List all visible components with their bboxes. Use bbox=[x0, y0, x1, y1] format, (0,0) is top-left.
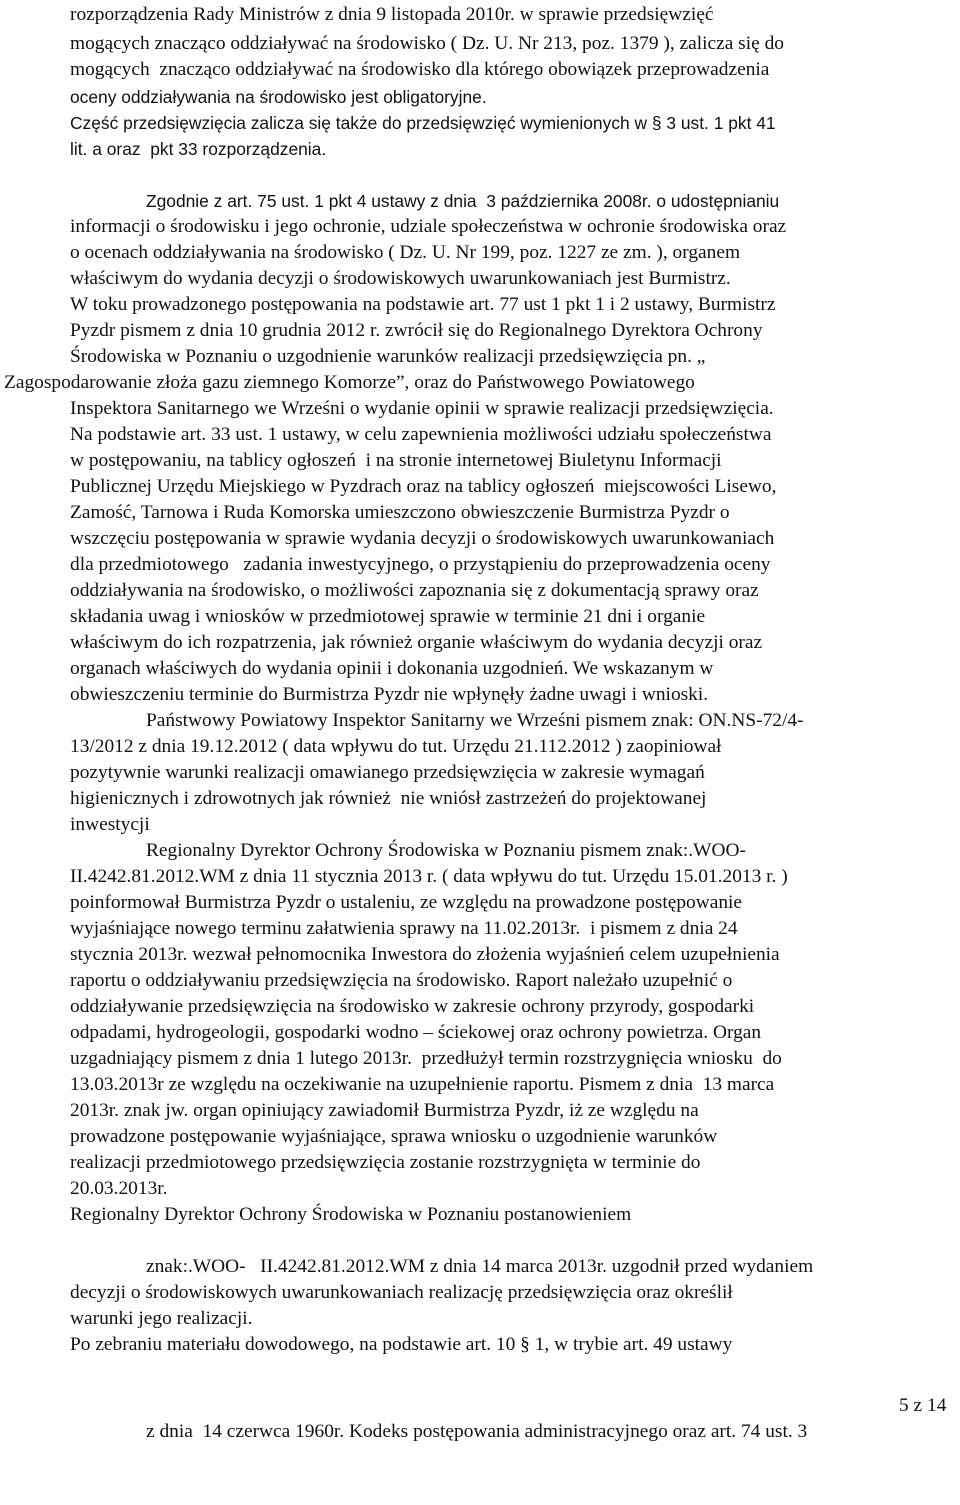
text-line: z dnia 14 czerwca 1960r. Kodeks postępowania administracyjnego oraz art. 74 ust. 3 bbox=[146, 1421, 808, 1442]
page-number: 5 z 14 bbox=[899, 1395, 947, 1416]
text-line: informacji o środowisku i jego ochronie, udziale społeczeństwa w ochronie środowiska oraz bbox=[70, 216, 787, 237]
text-line: stycznia 2013r. wezwał pełnomocnika Inwestora do złożenia wyjaśnień celem uzupełnienia bbox=[70, 944, 780, 965]
text-line: wszczęciu postępowania w sprawie wydania decyzji o środowiskowych uwarunkowaniach bbox=[70, 528, 775, 549]
text-line: oceny oddziaływania na środowisko jest obligatoryjne. bbox=[70, 87, 487, 107]
text-line: Zamość, Tarnowa i Ruda Komorska umieszczono obwieszczenie Burmistrza Pyzdr o bbox=[70, 502, 730, 523]
text-line: Pyzdr pismem z dnia 10 grudnia 2012 r. zwrócił się do Regionalnego Dyrektora Ochrony bbox=[70, 320, 763, 341]
text-line: Inspektora Sanitarnego we Wrześni o wydanie opinii w sprawie realizacji przedsięwzięcia. bbox=[70, 398, 774, 419]
text-line: raportu o oddziaływaniu przedsięwzięcia na środowisko. Raport należało uzupełnić o bbox=[70, 970, 733, 991]
text-line: Państwowy Powiatowy Inspektor Sanitarny we Wrześni pismem znak: ON.NS-72/4- bbox=[146, 710, 804, 731]
text-line: warunki jego realizacji. bbox=[70, 1308, 253, 1329]
text-line: 13/2012 z dnia 19.12.2012 ( data wpływu do tut. Urzędu 21.112.2012 ) zaopiniował bbox=[70, 736, 722, 757]
text-line: składania uwag i wniosków w przedmiotowej sprawie w terminie 21 dni i organie bbox=[70, 606, 706, 627]
text-line: Publicznej Urzędu Miejskiego w Pyzdrach oraz na tablicy ogłoszeń miejscowości Lisewo, bbox=[70, 476, 777, 497]
text-line: Zagospodarowanie złoża gazu ziemnego Komorze”, oraz do Państwowego Powiatowego bbox=[4, 372, 695, 393]
text-line: mogących znacząco oddziaływać na środowisko ( Dz. U. Nr 213, poz. 1379 ), zalicza się do bbox=[70, 33, 784, 54]
text-line: uzgadniający pismem z dnia 1 lutego 2013r. przedłużył termin rozstrzygnięcia wniosku do bbox=[70, 1048, 782, 1069]
text-line: Środowiska w Poznaniu o uzgodnienie warunków realizacji przedsięwzięcia pn. „ bbox=[70, 346, 706, 367]
text-line: obwieszczeniu terminie do Burmistrza Pyzdr nie wpłynęły żadne uwagi i wnioski. bbox=[70, 684, 709, 705]
text-line: dla przedmiotowego zadania inwestycyjnego, o przystąpieniu do przeprowadzenia oceny bbox=[70, 554, 771, 575]
text-line: realizacji przedmiotowego przedsięwzięcia zostanie rozstrzygnięta w terminie do bbox=[70, 1152, 701, 1173]
text-line: Na podstawie art. 33 ust. 1 ustawy, w celu zapewnienia możliwości udziału społeczeństwa bbox=[70, 424, 772, 445]
text-line: o ocenach oddziaływania na środowisko ( Dz. U. Nr 199, poz. 1227 ze zm. ), organem bbox=[70, 242, 741, 263]
text-line: Regionalny Dyrektor Ochrony Środowiska w Poznaniu postanowieniem bbox=[70, 1204, 632, 1225]
text-line: poinformował Burmistrza Pyzdr o ustaleniu, ze względu na prowadzone postępowanie bbox=[70, 892, 743, 913]
text-line: organach właściwych do wydania opinii i dokonania uzgodnień. We wskazanym w bbox=[70, 658, 714, 679]
text-line: W toku prowadzonego postępowania na podstawie art. 77 ust 1 pkt 1 i 2 ustawy, Burmistrz bbox=[70, 294, 776, 315]
text-line: znak:.WOO- II.4242.81.2012.WM z dnia 14 marca 2013r. uzgodnił przed wydaniem bbox=[146, 1256, 814, 1277]
text-line: odpadami, hydrogeologii, gospodarki wodno – ściekowej oraz ochrony powietrza. Organ bbox=[70, 1022, 762, 1043]
text-line: wyjaśniające nowego terminu załatwienia sprawy na 11.02.2013r. i pismem z dnia 24 bbox=[70, 918, 738, 939]
text-line: oddziaływanie przedsięwzięcia na środowisko w zakresie ochrony przyrody, gospodarki bbox=[70, 996, 755, 1017]
text-line: 13.03.2013r ze względu na oczekiwanie na uzupełnienie raportu. Pismem z dnia 13 marca bbox=[70, 1074, 775, 1095]
text-line: higienicznych i zdrowotnych jak również nie wniósł zastrzeżeń do projektowanej bbox=[70, 788, 707, 809]
text-line: oddziaływania na środowisko, o możliwości zapoznania się z dokumentacją sprawy oraz bbox=[70, 580, 759, 601]
text-line: właściwym do wydania decyzji o środowiskowych uwarunkowaniach jest Burmistrz. bbox=[70, 268, 731, 289]
text-line: Zgodnie z art. 75 ust. 1 pkt 4 ustawy z dnia 3 października 2008r. o udostępnianiu bbox=[146, 191, 780, 211]
text-line: lit. a oraz pkt 33 rozporządzenia. bbox=[70, 139, 327, 159]
text-line: 20.03.2013r. bbox=[70, 1178, 168, 1199]
text-line: rozporządzenia Rady Ministrów z dnia 9 listopada 2010r. w sprawie przedsięwzięć bbox=[70, 4, 714, 25]
text-line: pozytywnie warunki realizacji omawianego przedsięwzięcia w zakresie wymagań bbox=[70, 762, 705, 783]
text-line: 2013r. znak jw. organ opiniujący zawiadomił Burmistrza Pyzdr, iż ze względu na bbox=[70, 1100, 699, 1121]
text-line: mogących znacząco oddziaływać na środowisko dla którego obowiązek przeprowadzenia bbox=[70, 59, 770, 80]
text-line: Po zebraniu materiału dowodowego, na podstawie art. 10 § 1, w trybie art. 49 ustawy bbox=[70, 1334, 733, 1355]
text-line: właściwym do ich rozpatrzenia, jak również organie właściwym do wydania decyzji oraz bbox=[70, 632, 763, 653]
text-line: inwestycji bbox=[70, 814, 150, 835]
text-line: decyzji o środowiskowych uwarunkowaniach realizację przedsięwzięcia oraz określił bbox=[70, 1282, 733, 1303]
text-line: Regionalny Dyrektor Ochrony Środowiska w Poznaniu pismem znak:.WOO- bbox=[146, 840, 746, 861]
text-line: prowadzone postępowanie wyjaśniające, sprawa wniosku o uzgodnienie warunków bbox=[70, 1126, 718, 1147]
text-line: w postępowaniu, na tablicy ogłoszeń i na stronie internetowej Biuletynu Informacji bbox=[70, 450, 722, 471]
text-line: Część przedsięwzięcia zalicza się także do przedsięwzięć wymienionych w § 3 ust. 1 pkt 41 bbox=[70, 113, 776, 133]
text-line: II.4242.81.2012.WM z dnia 11 stycznia 2013 r. ( data wpływu do tut. Urzędu 15.01.2013 r. ) bbox=[70, 866, 788, 887]
